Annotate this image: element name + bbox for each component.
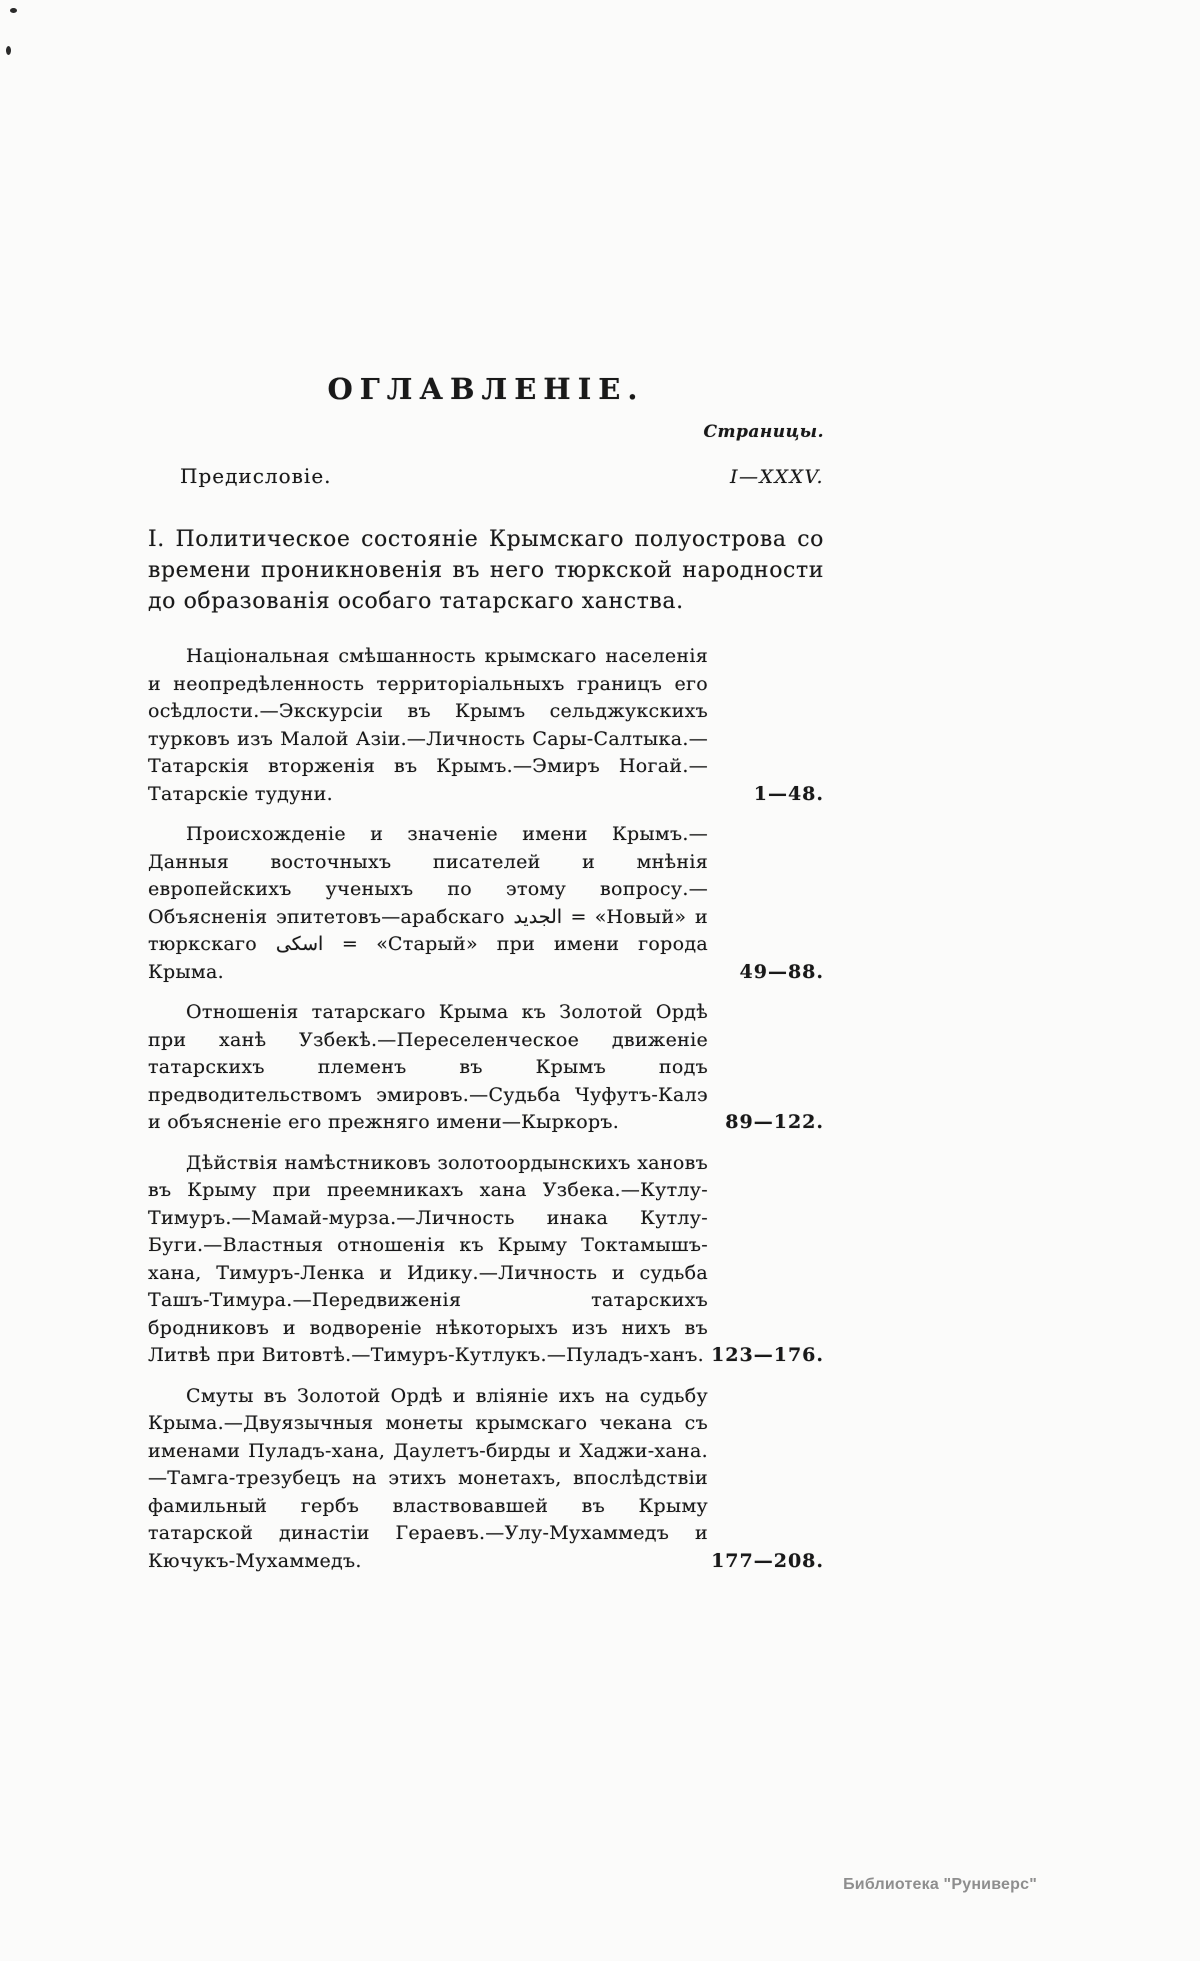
entry-pages: 123—176. <box>711 1344 824 1366</box>
preface-pages: I—XXXV. <box>729 466 824 488</box>
toc-entry <box>148 1383 824 1576</box>
entry-pages: 177—208. <box>711 1549 824 1572</box>
entry-text: Національная смѣшанность крымскаго населенія и неопредѣленность территоріальныхъ границъ его осѣдлости.—Экскурсіи въ Крымъ сельджукскихъ турковъ изъ Малой Азіи.—Личность Сары-Салтыка.—Татарскія вторженія въ Крымъ.—Эмиръ Ногай.—Татарскіе тудуни. <box>148 645 708 805</box>
preface-label: Предисловіе. <box>180 464 332 488</box>
entry-pages: 49—88. <box>739 960 824 983</box>
chapter-heading: I. Политическое состояніе Крымскаго полуострова со времени проникновенія въ него тюркской народности до образованія особаго татарскаго ханства. <box>148 527 824 614</box>
entry-pages: 1—48. <box>753 782 824 805</box>
entry-pages: 89—122. <box>725 1111 824 1133</box>
entry-text: Отношенія татарскаго Крыма къ Золотой Ордѣ при ханѣ Узбекѣ.—Переселенческое движеніе татарскихъ племенъ въ Крымъ подъ предводительствомъ эмировъ.—Судьба Чуфутъ-Калэ и объясненіе его прежняго имени—Кыркоръ. <box>148 1001 708 1133</box>
entry-text: Происхожденіе и значеніе имени Крымъ.—Данныя восточныхъ писателей и мнѣнія европейскихъ ученыхъ по этому вопросу.—Объясненія эпитетовъ—арабскаго الجديد = «Новый» и тюркскаго اسكى = «Старый» при имени города Крыма. <box>148 823 708 983</box>
scan-artifact <box>10 8 17 13</box>
preface-row <box>148 464 824 488</box>
toc-entry <box>148 643 824 808</box>
toc-entries <box>148 643 824 1575</box>
toc-entry <box>148 1150 824 1370</box>
entry-text: Дѣйствія намѣстниковъ золотоордынскихъ хановъ въ Крыму при преемникахъ хана Узбека.—Кутлу-Тимуръ.—Мамай-мурза.—Личность инака Кутлу-Буги.—Властныя отношенія къ Крыму Токтамышъ-хана, Тимуръ-Ленка и Идику.—Личность и судьба Ташъ-Тимура.—Передвиженія татарскихъ бродниковъ и водвореніе нѣкоторыхъ изъ нихъ въ Литвѣ при Витовтѣ.—Тимуръ-Кутлукъ.—Пуладъ-ханъ. <box>148 1151 708 1366</box>
toc-entry <box>148 999 824 1137</box>
page-title: ОГЛАВЛЕНІЕ. <box>327 372 645 406</box>
pages-column-header: Страницы. <box>703 422 824 442</box>
scan-artifact <box>6 46 11 55</box>
entry-text: Смуты въ Золотой Ордѣ и вліяніе ихъ на судьбу Крыма.—Двуязычныя монеты крымскаго чекана съ именами Пуладъ-хана, Даулетъ-бирды и Хаджи-хана.—Тамга-трезубецъ на этихъ монетахъ, впослѣдствіи фамильный гербъ властвовавшей въ Крыму татарской династіи Гераевъ.—Улу-Мухаммедъ и Кючукъ-Мухаммедъ. <box>148 1384 708 1572</box>
library-watermark: Библиотека "Руниверс" <box>843 1876 1037 1893</box>
toc-entry <box>148 821 824 986</box>
page-content <box>148 372 824 1575</box>
